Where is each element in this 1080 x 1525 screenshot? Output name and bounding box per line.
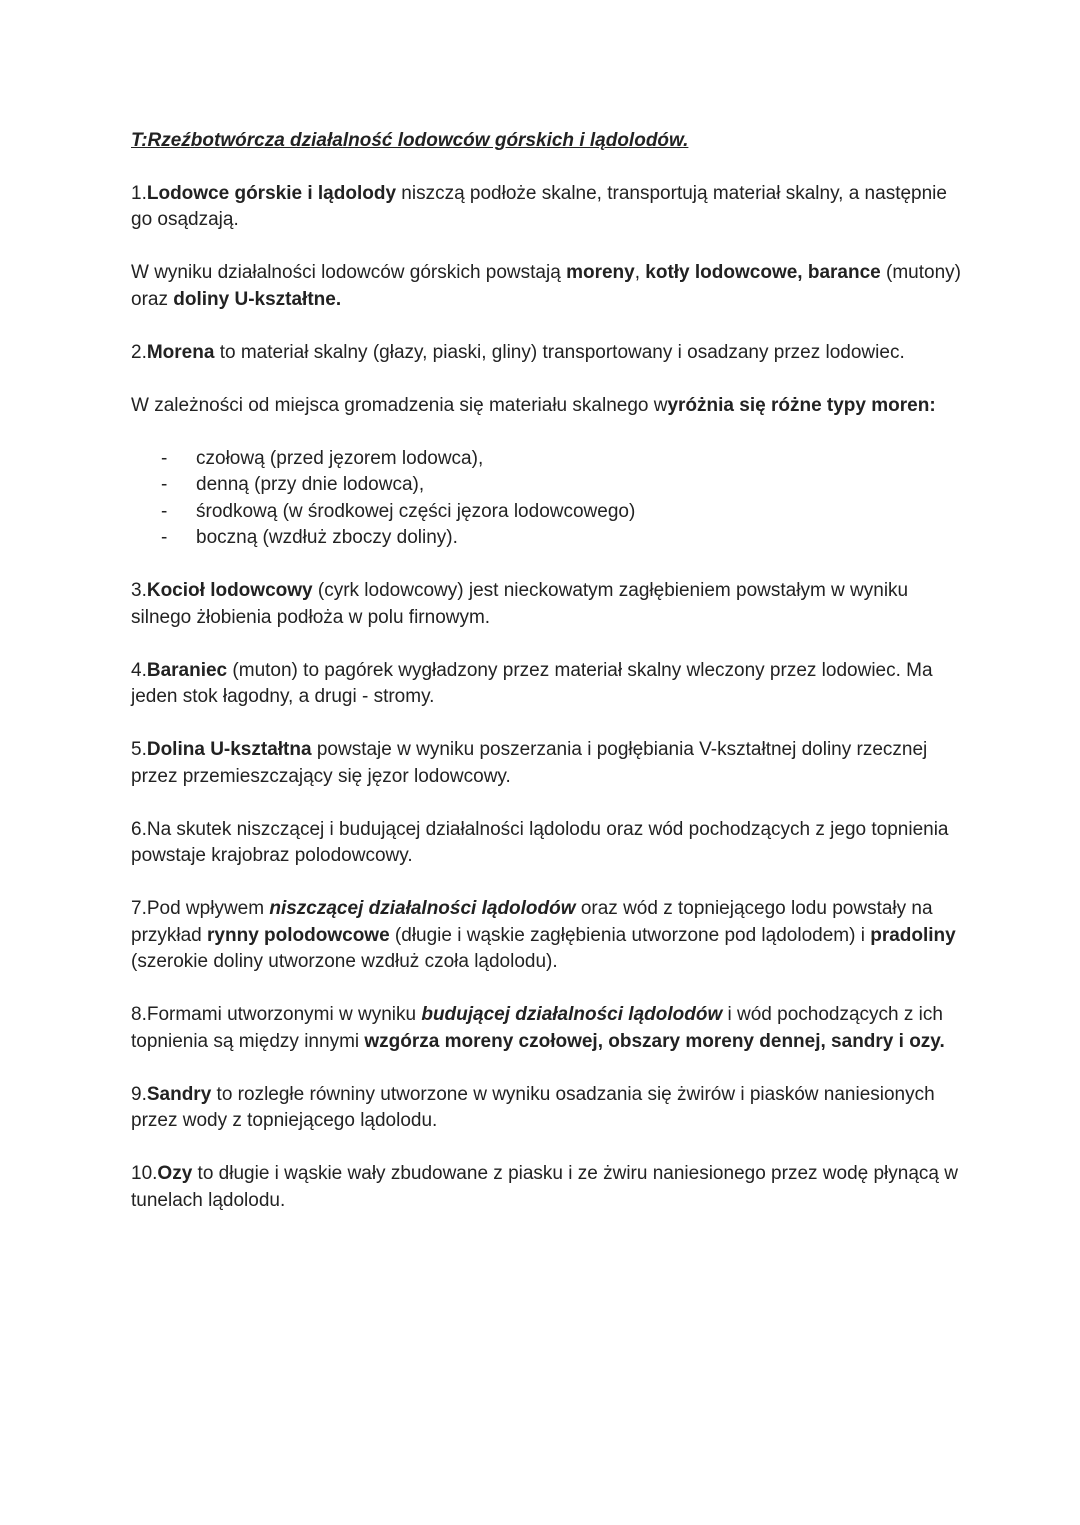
paragraph-text: W wyniku działalności lodowców górskich powstają [131,262,567,283]
bold-term: rynny polodowcowe [207,924,390,946]
paragraph-text: 8.Formami utworzonymi w wyniku [131,1004,422,1025]
paragraph-5 [131,737,961,790]
bold-term: wzgórza moreny czołowej, obszary moreny dennej, sandry i ozy. [364,1030,945,1052]
document-page [131,128,961,1241]
paragraph-1 [131,181,961,234]
paragraph-text: (szerokie doliny utworzone wzdłuż czoła lądolodu). [131,951,558,972]
bold-term: Lodowce górskie i lądolody [146,182,397,204]
paragraph-6: 6.Na skutek niszczącej i budującej działalności lądolodu oraz wód pochodzących z jego topnienia powstaje krajobraz polodowcowy. [131,818,949,866]
paragraph-text: (muton) to pagórek wygładzony przez materiał skalny wleczony przez lodowiec. Ma jeden stok łagodny, a drugi - stromy. [131,659,933,707]
bold-term: pradoliny [870,924,956,946]
bold-term: kotły lodowcowe, barance [645,262,881,283]
list-item: - czołową (przed jęzorem lodowca), [131,446,961,473]
paragraph-number: 2. [131,341,147,363]
bold-term: Morena [146,341,215,363]
paragraph-forms [131,260,961,313]
bold-term: Kocioł lodowcowy [146,580,313,601]
bold-italic-term: budującej działalności lądolodów [421,1004,723,1025]
bold-term: Dolina U-kształtna [146,739,312,760]
paragraph-text: niszczą podłoże skalne, transportują materiał skalny, a następnie go osądzają. [131,182,947,230]
paragraph-text: (cyrk lodowcowy) jest nieckowatym zagłębieniem powstałym w wyniku silnego żłobienia podłoża w polu firnowym. [131,580,909,628]
paragraph-9 [131,1082,961,1135]
paragraph-text: to materiał skalny (głazy, piaski, gliny) transportowany i osadzany przez lodowiec. [214,341,905,363]
paragraph-3 [131,578,961,631]
paragraph-4 [131,658,961,711]
paragraph-text: oraz wód z topniejącego lodu powstały na przykład [131,898,933,946]
bold-term: moreny [566,262,635,283]
bold-italic-term: niszczącej działalności lądolodów [269,898,576,919]
paragraph-text: to rozległe równiny utworzone w wyniku osadzania się żwirów i piasków naniesionych przez wody z topniejącego lądolodu. [131,1083,935,1131]
paragraph-number: 10. [131,1163,158,1184]
bold-term: yróżnia się różne typy moren: [667,394,936,416]
morena-types-list [131,446,961,552]
paragraph-number: 1. [131,182,147,204]
list-item: - środkową (w środkowej części jęzora lodowcowego) [131,499,961,526]
paragraph-text: W zależności od miejsca gromadzenia się materiału skalnego w [131,394,668,416]
paragraph-number: 5. [131,739,147,760]
paragraph-text: 7.Pod wpływem [131,898,270,919]
paragraph-morena-types-intro [131,393,961,420]
list-item: - boczną (wzdłuż zboczy doliny). [131,525,961,552]
paragraph-text: (mutony) oraz [131,262,961,310]
paragraph-number: 9. [131,1083,147,1105]
bold-term: Baraniec [146,659,228,681]
paragraph-8 [131,1002,961,1055]
paragraph-2 [131,340,961,367]
paragraph-text: to długie i wąskie wały zbudowane z piasku i ze żwiru naniesionego przez wodę płynącą w tunelach lądolodu. [131,1163,958,1211]
paragraph-text: , [634,262,646,283]
paragraph-text: i wód pochodzących z ich topnienia są między innymi [131,1004,943,1052]
paragraph-number: 3. [131,580,147,601]
document-title: T:Rzeźbotwórcza działalność lodowców górskich i lądolodów. [131,130,689,151]
paragraph-text: powstaje w wyniku poszerzania i pogłębiania V-kształtnej doliny rzecznej przez przemieszczający się jęzor lodowcowy. [131,739,928,787]
bold-term: Sandry [146,1083,212,1105]
paragraph-number: 4. [131,659,147,681]
paragraph-10 [131,1161,961,1214]
paragraph-text: (długie i wąskie zagłębienia utworzone pod lądolodem) i [389,924,871,946]
bold-term: Ozy [157,1163,193,1184]
paragraph-7 [131,896,961,976]
list-item: - denną (przy dnie lodowca), [131,472,961,499]
bold-term: doliny U-kształtne. [173,288,342,310]
